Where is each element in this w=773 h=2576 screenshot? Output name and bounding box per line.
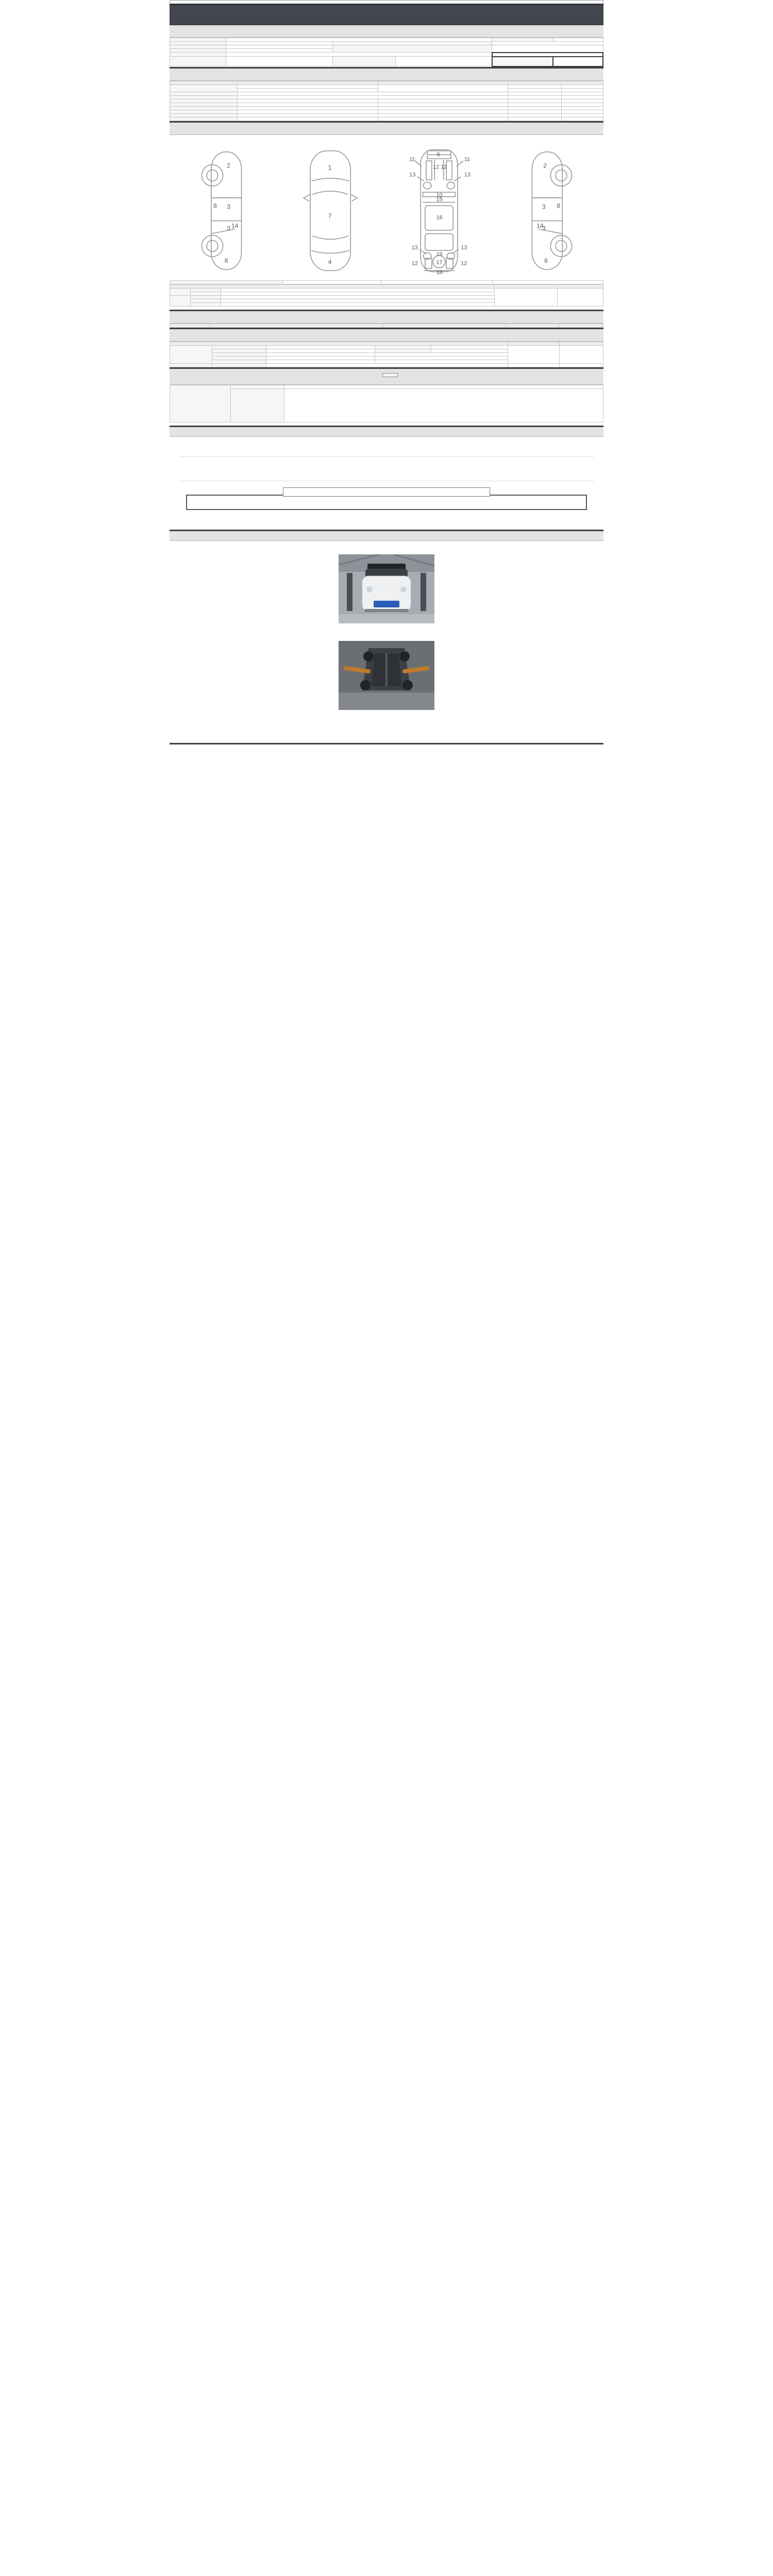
etc-price-cell xyxy=(508,345,560,363)
svg-text:13: 13 xyxy=(464,172,470,178)
base-price-label xyxy=(492,57,553,66)
svg-text:2: 2 xyxy=(543,161,547,169)
table-header-row xyxy=(170,324,603,327)
color-options xyxy=(237,110,378,113)
table-row xyxy=(170,103,603,106)
vin-value xyxy=(226,49,332,53)
room-cleaning-options xyxy=(431,349,508,352)
svg-text:12: 12 xyxy=(460,260,467,266)
section-etc-info xyxy=(170,328,603,342)
svg-text:14: 14 xyxy=(231,222,238,230)
note-cell xyxy=(562,106,603,110)
car-name-label xyxy=(170,38,226,42)
holding-label xyxy=(212,363,266,367)
recall-label xyxy=(170,117,238,121)
svg-text:8: 8 xyxy=(556,202,560,210)
table-row xyxy=(170,113,603,117)
table-row xyxy=(170,38,603,42)
remarks-table xyxy=(170,385,603,422)
basic-info-table xyxy=(170,38,603,67)
title-band xyxy=(170,4,603,24)
note-cell xyxy=(562,95,603,99)
wheel-options xyxy=(266,352,375,356)
accident-history-options xyxy=(283,280,381,284)
table-row xyxy=(170,57,603,66)
svg-text:6: 6 xyxy=(224,257,228,264)
table-row xyxy=(170,110,603,113)
svg-text:3: 3 xyxy=(226,224,230,232)
detail-state-table xyxy=(170,324,603,328)
car-diagram-bottom xyxy=(400,146,478,275)
special-history-options xyxy=(237,103,378,106)
svg-text:3: 3 xyxy=(542,224,546,232)
form-reference xyxy=(170,0,603,4)
footer-legal-lines xyxy=(170,769,603,781)
etc-info-table xyxy=(170,342,603,367)
car-diagram-side-right xyxy=(514,146,582,275)
document-sheet xyxy=(170,0,603,781)
rankB-label xyxy=(191,299,221,302)
usage-change-label xyxy=(170,106,238,110)
table-row xyxy=(170,385,603,388)
rankC-options xyxy=(221,302,494,306)
overall-state-table xyxy=(170,81,603,121)
note-cell xyxy=(562,92,603,95)
table-row xyxy=(170,117,603,121)
mileage-label xyxy=(170,84,238,92)
header-item xyxy=(170,342,508,345)
table-row xyxy=(170,84,603,88)
transmission-label xyxy=(332,45,492,53)
rankB-options xyxy=(221,299,494,302)
svg-text:18: 18 xyxy=(436,269,443,275)
interior-label xyxy=(375,345,431,349)
svg-text:8: 8 xyxy=(213,202,217,210)
simple-repair-options xyxy=(492,280,603,284)
inspector-remarks xyxy=(284,385,603,388)
simple-repair-label xyxy=(381,280,492,284)
remarks-label xyxy=(170,385,231,422)
mileage-part xyxy=(378,84,508,92)
header-note xyxy=(560,324,603,327)
header-note xyxy=(560,342,603,345)
header-price xyxy=(508,342,560,345)
header-part xyxy=(210,324,383,327)
room-cleaning-label xyxy=(375,349,431,352)
svg-text:15: 15 xyxy=(436,196,443,203)
inspection-label xyxy=(332,42,492,45)
svg-text:16: 16 xyxy=(436,214,443,221)
table-header-row xyxy=(170,284,603,288)
exterior-label xyxy=(212,345,266,349)
price-cell xyxy=(508,95,562,99)
price-cell xyxy=(508,363,560,367)
polish-options xyxy=(266,349,375,352)
repair-needed-label xyxy=(170,345,212,363)
exchange-header xyxy=(170,284,495,288)
note-cell xyxy=(562,99,603,103)
tuning-options xyxy=(237,99,378,103)
table-row xyxy=(170,42,603,45)
year-label xyxy=(170,42,226,45)
car-diagram-top xyxy=(296,146,364,275)
vin-label xyxy=(170,49,226,53)
svg-text:14: 14 xyxy=(536,222,543,230)
usage-change-options xyxy=(237,106,378,110)
reg-no-label xyxy=(492,38,553,42)
rank1-options xyxy=(221,288,494,292)
vin-mark-options xyxy=(237,92,508,95)
color-label xyxy=(170,110,238,113)
svg-text:3: 3 xyxy=(542,203,546,211)
header-part xyxy=(378,81,508,84)
exchange-panel-table xyxy=(170,284,603,307)
emission-values xyxy=(378,95,508,99)
notice-content xyxy=(170,437,603,530)
glass-extra xyxy=(375,360,508,363)
interior-options xyxy=(431,345,508,349)
table-header-row xyxy=(170,342,603,345)
tire-label xyxy=(212,356,266,360)
year-value xyxy=(226,42,332,45)
table-row xyxy=(170,53,603,57)
holding-options xyxy=(266,363,508,367)
table-row xyxy=(170,280,603,284)
note-cell xyxy=(562,88,603,92)
svg-text:13: 13 xyxy=(409,172,415,178)
svg-text:19: 19 xyxy=(436,251,443,258)
note-cell xyxy=(560,363,603,367)
emission-label xyxy=(170,95,238,99)
svg-text:12: 12 xyxy=(440,163,447,170)
svg-text:3: 3 xyxy=(226,203,230,211)
car-name-value xyxy=(226,38,492,42)
header-price xyxy=(508,81,603,84)
etc-note-cell xyxy=(560,345,603,363)
main-option-label xyxy=(170,113,238,117)
glass-options xyxy=(266,360,375,363)
rankC-label xyxy=(191,302,221,306)
pricing-info-title xyxy=(283,487,490,497)
rankA-options xyxy=(221,295,494,299)
table-row xyxy=(170,45,603,49)
svg-text:12: 12 xyxy=(411,260,418,266)
inspection-value xyxy=(492,42,603,45)
price-cell xyxy=(508,88,562,92)
price-cell xyxy=(508,110,562,113)
main-option-options xyxy=(237,113,378,117)
tuning-label xyxy=(170,99,238,103)
header-state xyxy=(237,81,378,84)
table-row xyxy=(170,288,603,292)
recall-part xyxy=(378,117,508,121)
svg-text:12: 12 xyxy=(432,163,439,170)
next-page-link[interactable] xyxy=(179,519,594,522)
section-photos xyxy=(170,530,603,541)
svg-text:9: 9 xyxy=(436,151,440,158)
base-price-box-top xyxy=(492,53,603,57)
fuel-options xyxy=(226,53,492,57)
wheel-label xyxy=(212,352,266,356)
svg-text:13: 13 xyxy=(460,244,467,251)
inspection-photo-front xyxy=(339,554,434,623)
price-cell xyxy=(508,92,562,95)
note-cell xyxy=(562,117,603,121)
special-history-part xyxy=(378,103,508,106)
state-symbol-legend xyxy=(170,135,603,139)
notice-part2-title xyxy=(179,472,594,481)
header-price xyxy=(506,324,560,327)
table-row xyxy=(170,95,603,99)
exchange-price-cell xyxy=(494,288,558,306)
table-row xyxy=(170,363,603,367)
final-price-value xyxy=(382,373,398,377)
mileage-state-2 xyxy=(237,88,378,92)
main-frame-label xyxy=(170,295,191,306)
reg-no-value xyxy=(553,38,603,42)
price-cell xyxy=(508,113,562,117)
base-price-value xyxy=(553,57,603,66)
first-reg-label xyxy=(170,45,226,49)
note-cell xyxy=(562,84,603,88)
accident-history-label xyxy=(170,280,283,284)
svg-text:13: 13 xyxy=(411,244,418,251)
table-row xyxy=(170,92,603,95)
price-cell xyxy=(508,99,562,103)
header-state xyxy=(383,324,506,327)
price-cell xyxy=(508,103,562,106)
emission-options xyxy=(237,95,378,99)
section-detail-state xyxy=(170,310,603,324)
recall-options xyxy=(237,117,378,121)
price-cell xyxy=(508,106,562,110)
car-damage-diagrams xyxy=(170,142,603,280)
basic-items-label xyxy=(170,363,212,367)
final-price-band xyxy=(170,367,603,385)
inspection-fee xyxy=(170,759,603,769)
appraiser-remarks xyxy=(284,388,603,422)
wheel-position-options xyxy=(375,352,508,356)
tire-options xyxy=(266,356,375,360)
price-cell xyxy=(508,84,562,88)
svg-text:1: 1 xyxy=(328,164,331,172)
svg-text:11: 11 xyxy=(409,156,415,162)
svg-text:11: 11 xyxy=(464,156,470,162)
inspection-photo-underside xyxy=(339,641,434,710)
table-row xyxy=(170,345,603,349)
warranty-options xyxy=(396,57,492,66)
svg-text:17: 17 xyxy=(436,259,443,265)
table-row xyxy=(170,388,603,422)
special-history-label xyxy=(170,103,238,106)
svg-text:10: 10 xyxy=(436,192,443,198)
svg-text:4: 4 xyxy=(328,258,331,265)
section-overall-state xyxy=(170,67,603,81)
polish-label xyxy=(212,349,266,352)
tire-position-options xyxy=(375,356,508,360)
exterior-options xyxy=(266,345,375,349)
section-basic-info xyxy=(170,24,603,38)
engine-label xyxy=(170,57,226,66)
note-cell xyxy=(562,110,603,113)
price-cell xyxy=(508,117,562,121)
glass-label xyxy=(212,360,266,363)
warranty-label xyxy=(332,57,396,66)
inspector-label xyxy=(231,385,284,388)
exchange-note-cell xyxy=(558,288,603,306)
outer-panel-label xyxy=(170,288,191,295)
mileage-state-1 xyxy=(237,84,378,88)
rankA-label xyxy=(191,295,221,299)
header-use xyxy=(170,81,238,84)
section-sign xyxy=(170,743,603,759)
section-notice xyxy=(170,426,603,437)
appraiser-label xyxy=(231,388,284,422)
note-cell xyxy=(562,103,603,106)
main-option-part xyxy=(378,113,508,117)
first-reg-value xyxy=(226,45,332,49)
note-cell xyxy=(562,113,603,117)
rank1-label xyxy=(191,288,221,292)
table-row xyxy=(170,99,603,103)
usage-change-part xyxy=(378,106,508,110)
svg-text:2: 2 xyxy=(226,161,230,169)
svg-text:7: 7 xyxy=(328,212,331,219)
section-accident-history xyxy=(170,121,603,135)
header-device xyxy=(170,324,210,327)
inspection-photos xyxy=(170,541,603,743)
svg-text:6: 6 xyxy=(544,257,548,264)
notice-part1-title xyxy=(179,448,594,457)
vin-mark-label xyxy=(170,92,238,95)
car-diagram-side-left xyxy=(191,146,259,275)
fuel-label xyxy=(170,53,226,57)
color-part xyxy=(378,110,508,113)
exchange-price-header xyxy=(494,284,603,288)
table-row xyxy=(170,106,603,110)
transmission-options xyxy=(492,45,603,53)
pricing-info-box xyxy=(186,495,587,510)
engine-value xyxy=(226,57,332,66)
tuning-part-options xyxy=(378,99,508,103)
rank2-options xyxy=(221,292,494,295)
rank2-label xyxy=(191,292,221,295)
table-header-row xyxy=(170,81,603,84)
accident-summary-table xyxy=(170,280,603,284)
